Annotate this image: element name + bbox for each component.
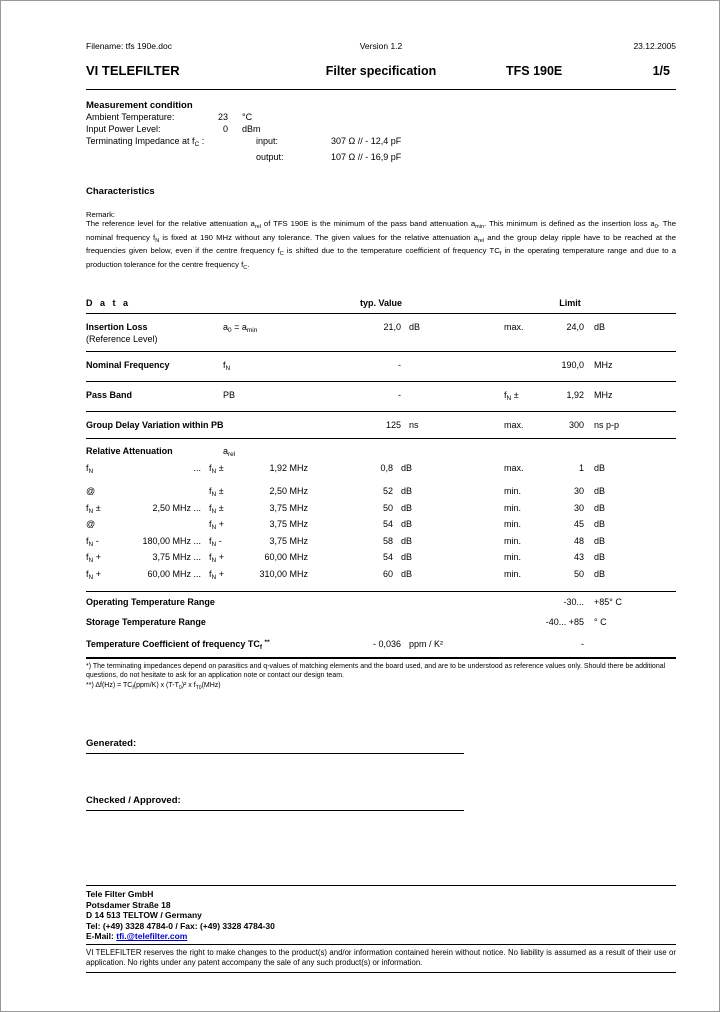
power-value: 0	[222, 124, 228, 134]
data-table	[86, 293, 676, 659]
row-storage-temperature	[86, 612, 676, 632]
header-title-row	[86, 63, 676, 81]
freq-val-2: 3,75 MHz	[269, 535, 308, 546]
typ-value: 0,8	[380, 462, 393, 473]
remark-label: Remark:	[86, 210, 116, 219]
footer-top-rule	[86, 885, 676, 886]
freq-sym-2: $f_N$ ±	[209, 502, 224, 515]
typ-value: -	[398, 360, 401, 371]
limit-unit: +85° C	[594, 597, 622, 608]
table-header-row	[86, 293, 676, 313]
freq-sym-2: $f_N$ -	[209, 535, 222, 548]
freq-sym-1: $f_N$ +	[86, 552, 101, 565]
freq-sym-1: @	[86, 486, 96, 497]
attenuation-header-row	[86, 445, 676, 462]
typ-value-header: typ. Value	[359, 298, 403, 309]
version-text: Version 1.2	[359, 41, 403, 51]
header-meta-row	[86, 41, 676, 54]
attenuation-row	[86, 535, 676, 552]
generated-label: Generated:	[86, 738, 464, 754]
part-number: TFS 190E	[506, 64, 563, 78]
typ-value: 125	[385, 420, 401, 431]
row-symbol: $a_0 = a_{min}$	[223, 322, 258, 335]
attenuation-row	[86, 518, 676, 535]
header-rule	[86, 89, 676, 90]
email-link[interactable]: tfi.@telefilter.com	[116, 931, 188, 942]
limit-value: -30...	[563, 597, 584, 608]
characteristics-heading: Characteristics	[86, 186, 155, 197]
freq-sym-1: $f_N$ ±	[86, 502, 101, 515]
typ-value: 21,0	[383, 322, 401, 333]
row-symbol: PB	[223, 390, 236, 401]
limit-value: 24,0	[566, 322, 584, 333]
limit-label: min.	[504, 535, 522, 546]
limit-label: min.	[504, 502, 522, 513]
checked-approved-label: Checked / Approved:	[86, 795, 464, 811]
typ-unit: dB	[401, 535, 413, 546]
freq-sym-1: $f_N$ +	[86, 568, 101, 581]
date-text: 23.12.2005	[633, 41, 676, 51]
limit-unit: ns p-p	[594, 420, 620, 431]
freq-sym-2: $f_N$ +	[209, 552, 224, 565]
footnote-terminating-impedances: *) The terminating impedances depend on parasitics and q-values of matching elements and the board used, and are to be understood as reference values only. Should there be additional questions, do not hesitate to ask for an application note or contact our design team.	[86, 663, 666, 679]
freq-sym-1: $f_N$	[86, 462, 94, 475]
typ-value: 54	[382, 552, 393, 563]
table-title: D a t a	[86, 298, 131, 309]
limit-value: 30	[573, 502, 584, 513]
freq-val-1: 180,00 MHz ...	[142, 535, 201, 546]
limit-label: min.	[504, 552, 522, 563]
company-logo-text: VI TELEFILTER	[86, 63, 180, 78]
typ-value: -	[398, 390, 401, 401]
freq-val-1: ...	[193, 462, 201, 473]
input-power-row	[86, 123, 676, 135]
freq-sym-2: $f_N$ ±	[209, 486, 224, 499]
relative-attenuation-block	[86, 439, 676, 591]
limit-unit: dB	[594, 535, 606, 546]
footer-email-row	[86, 931, 676, 942]
email-label: E-Mail:	[86, 931, 117, 942]
typ-value: 54	[382, 519, 393, 530]
footer-bottom-rule	[86, 972, 676, 973]
freq-val-1: 60,00 MHz ...	[147, 568, 201, 579]
footer-city: D 14 513 TELTOW / Germany	[86, 910, 202, 921]
freq-val-2: 3,75 MHz	[269, 519, 308, 530]
checked-signature-block	[86, 795, 676, 811]
row-insertion-loss	[86, 314, 676, 351]
output-impedance-value: 107 Ω // - 16,9 pF	[331, 152, 402, 162]
typ-unit: ns	[409, 420, 419, 431]
typ-unit: dB	[401, 519, 413, 530]
page-content	[86, 1, 676, 811]
ambient-value: 23	[217, 112, 228, 122]
limit-unit: dB	[594, 568, 606, 579]
footnotes-block	[86, 663, 676, 692]
remark-paragraph: The reference level for the relative attenuation $a_{rel}$ of TFS 190E is the minimum of the pass band attenuation $a_{min}$. This minimum is defined as the insertion loss $a_0$. The nominal frequency $f_N$ is fixed at 190 MHz without any tolerance. The given values for the relative attenuation $a_{rel}$ and the group delay ripple have to be reached at the frequencies given below, even if the centre frequency $f_C$ is shifted due to the temperature coefficient of frequency $TC_f$ in the operating temperature range and due to a production tolerance for the centre frequency $f_C$.	[86, 219, 676, 271]
limit-unit: dB	[594, 519, 606, 530]
limit-label: min.	[504, 568, 522, 579]
row-symbol: $f_N$	[223, 360, 231, 373]
footer-company-name: Tele Filter GmbH	[86, 889, 154, 899]
attenuation-row	[86, 551, 676, 568]
typ-value: 60	[382, 568, 393, 579]
power-label: Input Power Level:	[86, 124, 161, 134]
row-label: Storage Temperature Range	[86, 617, 206, 628]
limit-value: 1	[578, 462, 584, 473]
limit-unit: dB	[594, 322, 606, 333]
limit-value: 50	[573, 568, 584, 579]
row-label: Group Delay Variation within PB	[86, 420, 224, 431]
row-label: Operating Temperature Range	[86, 597, 215, 608]
attenuation-symbol: $a_{rel}$	[223, 446, 236, 459]
typ-unit: dB	[401, 502, 413, 513]
attenuation-row	[86, 568, 676, 585]
limit-value: 1,92	[566, 390, 584, 401]
impedance-label-spacer	[86, 151, 256, 163]
limit-label: max.	[504, 462, 524, 473]
limit-unit: ° C	[594, 617, 607, 628]
footer-phone-fax: Tel: (+49) 3328 4784-0 / Fax: (+49) 3328 4784-30	[86, 920, 275, 931]
limit-label: min.	[504, 486, 522, 497]
measurement-condition-section	[86, 100, 676, 163]
filename-text: Filename: tfs 190e.doc	[86, 41, 172, 51]
freq-val-1: 2,50 MHz ...	[152, 502, 201, 513]
row-operating-temperature	[86, 592, 676, 612]
limit-label: min.	[504, 519, 522, 530]
freq-val-2: 310,00 MHz	[259, 568, 308, 579]
row-label: Pass Band	[86, 390, 133, 401]
freq-val-2: 60,00 MHz	[264, 552, 308, 563]
page-number: 1/5	[652, 64, 670, 78]
limit-label: max.	[504, 322, 524, 333]
attenuation-row	[86, 485, 676, 502]
attenuation-heading: Relative Attenuation	[86, 446, 173, 457]
footnote-formula: **) $\Delta f(Hz) = TC_f(ppm/K)$ x $(T-T_0)^2$ x $f_{T0}(MHz)$	[86, 681, 221, 691]
limit-unit: dB	[594, 502, 606, 513]
power-unit: dBm	[242, 124, 261, 134]
limit-unit: MHz	[594, 390, 613, 401]
company-address-block	[86, 889, 676, 942]
input-impedance-value: 307 Ω // - 12,4 pF	[331, 136, 402, 146]
freq-sym-1: $f_N$ -	[86, 535, 99, 548]
freq-val-2: 2,50 MHz	[269, 486, 308, 497]
typ-value: - 0,036	[372, 639, 401, 650]
attenuation-row	[86, 502, 676, 519]
row-pass-band	[86, 382, 676, 411]
row-group-delay	[86, 412, 676, 438]
row-temperature-coefficient	[86, 632, 676, 657]
row-label	[86, 321, 223, 345]
legal-disclaimer: VI TELEFILTER reserves the right to make changes to the product(s) and/or information contained herein without notice. No liability is assumed as a result of their use or application. No rights under any patent accompany the sale of any such product(s) or information.	[86, 947, 676, 967]
freq-val-2: 1,92 MHz	[269, 462, 308, 473]
table-bottom-rule	[86, 657, 676, 659]
limit-value: -	[581, 639, 584, 650]
freq-sym-2: $f_N$ +	[209, 568, 224, 581]
typ-unit: dB	[401, 568, 413, 579]
impedance-input-row	[86, 135, 676, 151]
limit-header: Limit	[559, 298, 581, 309]
ambient-unit: °C	[242, 112, 253, 122]
limit-unit: dB	[594, 552, 606, 563]
footer-mid-rule	[86, 944, 676, 945]
input-label: input:	[256, 136, 279, 146]
typ-value: 58	[382, 535, 393, 546]
limit-value: 45	[573, 519, 584, 530]
limit-value: -40... +85	[545, 617, 584, 628]
page-footer	[86, 885, 676, 973]
typ-unit: ppm / K²	[409, 639, 444, 650]
freq-sym-1: @	[86, 519, 96, 530]
limit-value: 48	[573, 535, 584, 546]
row-label: Temperature Coefficient of frequency $TC_f$ **	[86, 639, 270, 652]
freq-val-1: 3,75 MHz ...	[152, 552, 201, 563]
footer-street: Potsdamer Straße 18	[86, 899, 171, 910]
row-label-line2: (Reference Level)	[86, 334, 158, 345]
typ-value: 52	[382, 486, 393, 497]
limit-unit: dB	[594, 486, 606, 497]
freq-sym-2: $f_N$ +	[209, 519, 224, 532]
limit-value: 30	[573, 486, 584, 497]
typ-value: 50	[382, 502, 393, 513]
limit-label: max.	[504, 420, 524, 431]
limit-unit: MHz	[594, 360, 613, 371]
limit-label: $f_N$ ±	[504, 390, 519, 403]
typ-unit: dB	[401, 552, 413, 563]
typ-unit: dB	[409, 322, 421, 333]
row-label-line1: Insertion Loss	[86, 322, 148, 333]
limit-value: 190,0	[561, 360, 584, 371]
row-nominal-frequency	[86, 352, 676, 381]
ambient-label: Ambient Temperature:	[86, 112, 175, 122]
attenuation-row	[86, 462, 676, 479]
output-label: output:	[256, 152, 284, 162]
impedance-label: Terminating Impedance at $f_C$ :	[86, 136, 205, 148]
limit-unit: dB	[594, 462, 606, 473]
typ-unit: dB	[401, 486, 413, 497]
ambient-temperature-row	[86, 111, 676, 123]
impedance-output-row	[86, 151, 676, 163]
document-title: Filter specification	[325, 64, 437, 78]
measurement-heading: Measurement condition	[86, 100, 193, 111]
limit-value: 300	[568, 420, 584, 431]
freq-val-2: 3,75 MHz	[269, 502, 308, 513]
freq-sym-2: $f_N$ ±	[209, 462, 224, 475]
remark-block	[86, 210, 676, 273]
limit-value: 43	[573, 552, 584, 563]
row-label: Nominal Frequency	[86, 360, 170, 371]
generated-signature-block	[86, 738, 676, 754]
typ-unit: dB	[401, 462, 413, 473]
